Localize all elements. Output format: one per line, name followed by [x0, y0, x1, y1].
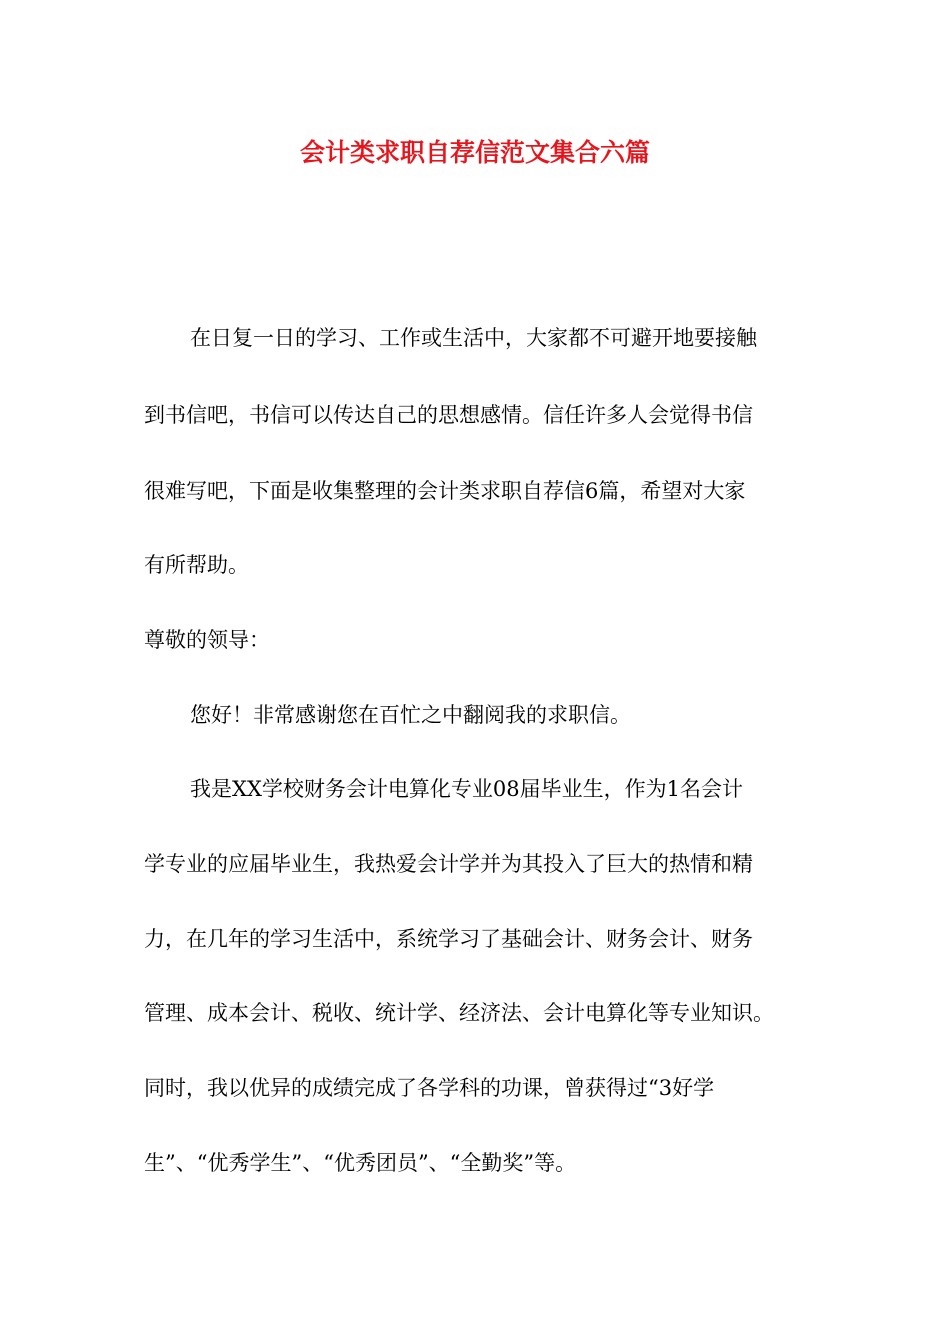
body-line-5: 同时，我以优异的成绩完成了各学科的功课，曾获得过“3好学 [144, 1076, 715, 1100]
body-line-1: 我是XX学校财务会计电算化专业08届毕业生，作为1名会计 [190, 777, 743, 801]
body-line-4: 管理、成本会计、税收、统计学、经济法、会计电算化等专业知识。 [144, 1001, 774, 1025]
paragraph-line-2: 到书信吧，书信可以传达自己的思想感情。信任许多人会觉得书信 [144, 403, 753, 427]
paragraph-line-4: 有所帮助。 [144, 553, 249, 577]
paragraph-line-3: 很难写吧，下面是收集整理的会计类求职自荐信6篇，希望对大家 [144, 479, 746, 503]
salutation: 尊敬的领导： [144, 628, 270, 652]
body-line-6: 生”、“优秀学生”、“优秀团员”、“全勤奖”等。 [144, 1151, 577, 1175]
document-title: 会计类求职自荐信范文集合六篇 [299, 138, 650, 167]
paragraph-line-1: 在日复一日的学习、工作或生活中，大家都不可避开地要接触 [190, 326, 757, 350]
greeting-line: 您好！非常感谢您在百忙之中翻阅我的求职信。 [190, 703, 631, 727]
body-line-2: 学专业的应届毕业生，我热爱会计学并为其投入了巨大的热情和精 [144, 852, 753, 876]
body-line-3: 力，在几年的学习生活中，系统学习了基础会计、财务会计、财务 [144, 927, 753, 951]
